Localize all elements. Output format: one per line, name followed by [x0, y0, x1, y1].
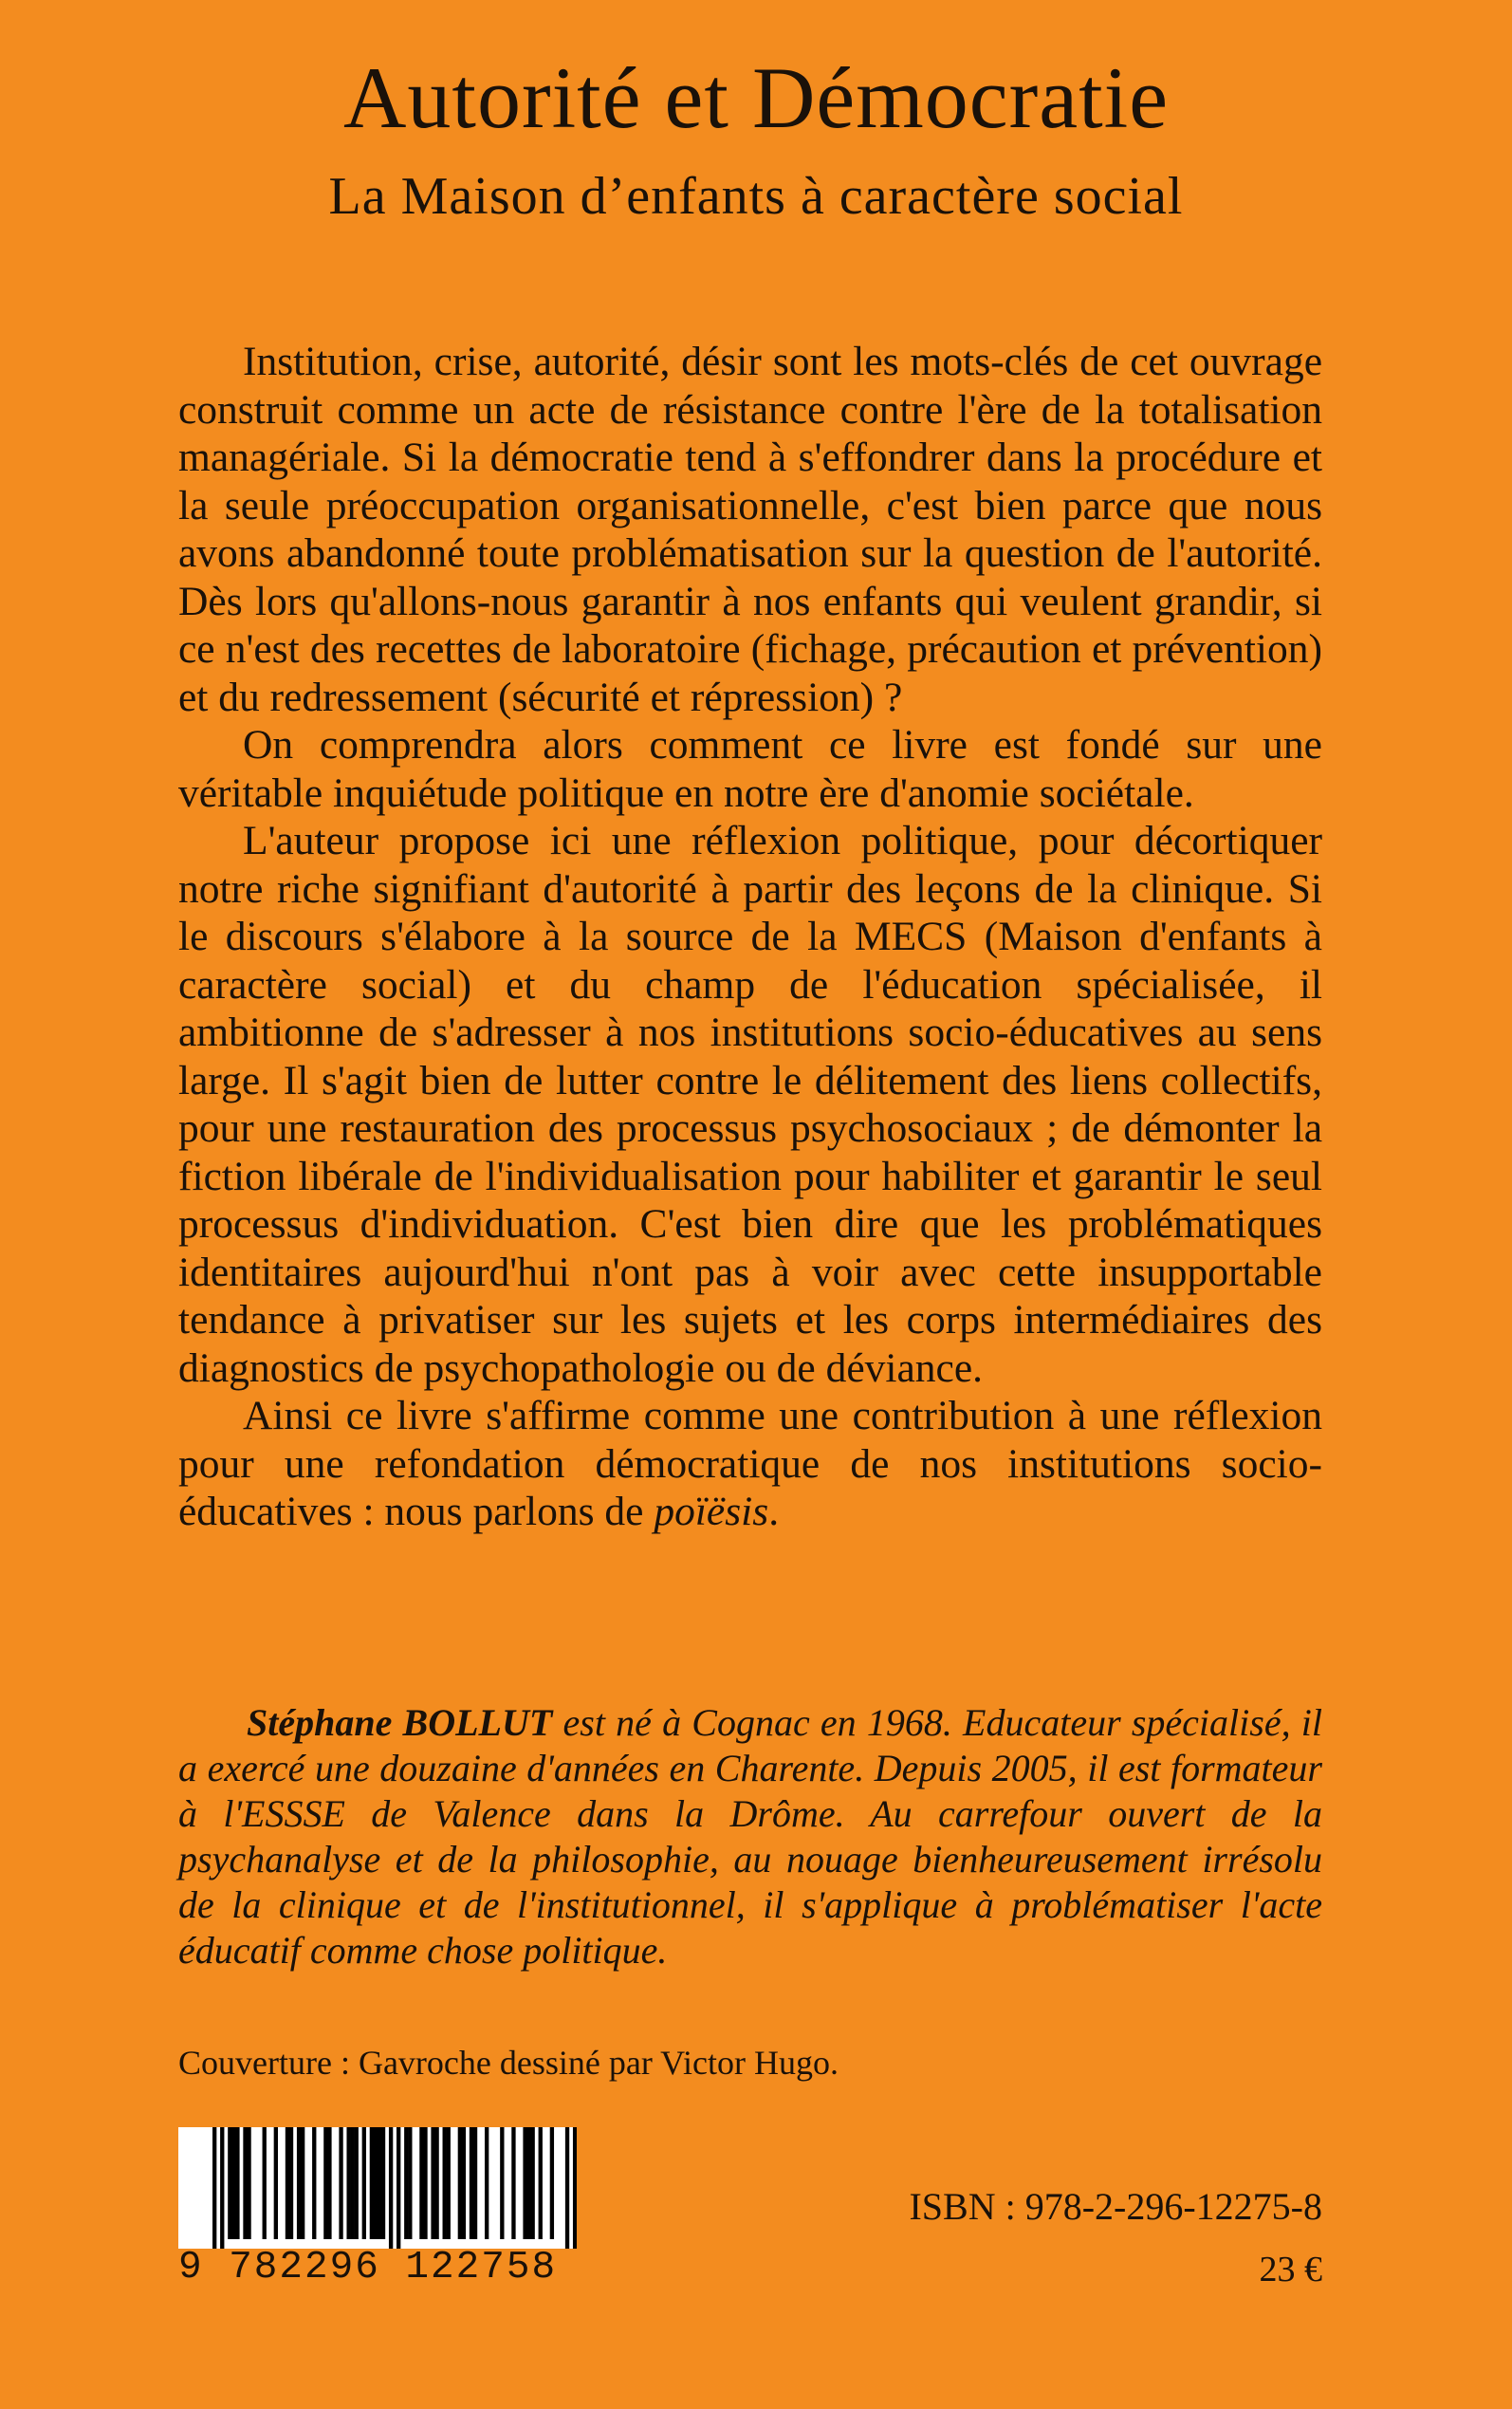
blurb-last-tail: . [768, 1489, 780, 1534]
barcode-bar [389, 2127, 393, 2249]
blurb-paragraph [178, 1392, 1322, 1536]
barcode-bar [374, 2127, 378, 2239]
isbn: ISBN : 978-2-296-12275-8 [909, 2185, 1322, 2228]
barcode-bars [178, 2127, 577, 2249]
barcode-bar [462, 2127, 466, 2239]
barcode-bar [404, 2127, 408, 2239]
barcode-bar [231, 2127, 235, 2239]
barcode-bar [351, 2127, 355, 2239]
barcode-bar [339, 2127, 342, 2239]
barcode-bar [228, 2127, 231, 2239]
barcode [178, 2127, 577, 2287]
barcode-bar [370, 2127, 374, 2239]
barcode-bar [523, 2127, 526, 2239]
barcode-bar [327, 2127, 331, 2239]
blurb-paragraph: Institution, crise, autorité, désir sont les mots-clés de cet ouvrage construit comme un acte de résistance contre l'ère de la totalisation managériale. Si la démocratie tend à s'effondrer dans la procédure et la seule préoccupation organisationnelle, c'est bien parce que nous avons abandonné toute problématisation sur la question de l'autorité. Dès lors qu'allons-nous garantir à nos enfants qui veulent grandir, si ce n'est des recettes de laboratoire (fichage, précaution et prévention) et du redressement (sécurité et répression) ? [178, 339, 1322, 720]
barcode-bar [530, 2127, 534, 2239]
blurb [178, 338, 1322, 1536]
cover-credit: Couverture : Gavroche dessiné par Victor Hugo. [178, 2044, 839, 2082]
blurb-last-italic: poïësis [654, 1489, 769, 1534]
barcode-bar [274, 2127, 278, 2239]
barcode-bar [220, 2127, 224, 2249]
barcode-bar [263, 2127, 267, 2239]
barcode-bar [355, 2127, 359, 2239]
barcode-bar [565, 2127, 569, 2249]
barcode-bar [323, 2127, 327, 2239]
barcode-bar [286, 2127, 289, 2239]
barcode-bar [550, 2127, 554, 2239]
author-name: Stéphane BOLLUT [247, 1701, 553, 1744]
barcode-bar [573, 2127, 577, 2249]
barcode-bar [243, 2127, 247, 2239]
barcode-bar [526, 2127, 530, 2239]
barcode-bar [297, 2127, 301, 2239]
book-title: Autorité et Démocratie [342, 49, 1170, 146]
blurb-last-lead: Ainsi ce livre s'affirme comme une contribution à une réflexion pour une refondation démocratique de nos institutions socio-éducatives : nous parlons de [178, 1393, 1322, 1534]
book-subtitle: La Maison d’enfants à caractère social [328, 167, 1184, 226]
barcode-digits: 9 782296 122758 [178, 2246, 558, 2289]
barcode-bar [443, 2127, 447, 2239]
barcode-bar [301, 2127, 304, 2239]
barcode-bar [431, 2127, 434, 2239]
barcode-bar [312, 2127, 316, 2239]
barcode-bar [396, 2127, 400, 2249]
author-bio [178, 1700, 1322, 1974]
price: 23 € [1259, 2250, 1322, 2289]
barcode-bar [408, 2127, 412, 2239]
barcode-bar [470, 2127, 473, 2239]
barcode-bar [434, 2127, 438, 2239]
barcode-bar [539, 2127, 543, 2239]
author-bio-text: est né à Cognac en 1968. Educateur spécialisé, il a exercé une douzaine d'années en Charente. Depuis 2005, il est formateur à l'ESSSE de Valence dans la Drôme. Au carrefour ouvert de la psychanalyse et de la philosophie, au nouage bienheureusement irrésolu de la clinique et de l'institutionnel, il s'applique à problématiser l'acte éducatif comme chose politique. [178, 1701, 1322, 1972]
barcode-bar [511, 2127, 515, 2239]
barcode-bar [346, 2127, 350, 2239]
barcode-bar [235, 2127, 239, 2239]
barcode-bar [485, 2127, 489, 2239]
barcode-bar [362, 2127, 366, 2239]
barcode-bar [212, 2127, 216, 2249]
barcode-bar [473, 2127, 477, 2239]
barcode-bar [381, 2127, 385, 2239]
barcode-bar [419, 2127, 423, 2239]
blurb-paragraph: L'auteur propose ici une réflexion politique, pour décortiquer notre riche signifiant d'autorité à partir des leçons de la clinique. Si le discours s'élabore à la source de la MECS (Maison d'enfants à caractère social) et du champ de l'éducation spécialisée, il ambitionne de s'adresser à nos institutions socio-éducatives au sens large. Il s'agit bien de lutter contre le délitement des liens collectifs, pour une restauration des processus psychosociaux ; de démonter la fiction libérale de l'individualisation pour habiliter et garantir le seul processus d'individuation. C'est bien dire que les problématiques identitaires aujourd'hui n'ont pas à voir avec cette insupportable tendance à privatiser sur les sujets et les corps intermédiaires des diagnostics de psychopathologie ou de déviance. [178, 818, 1322, 1391]
barcode-bar [378, 2127, 381, 2239]
barcode-bar [458, 2127, 462, 2239]
barcode-bar [247, 2127, 250, 2239]
barcode-bar [500, 2127, 504, 2239]
barcode-bar [447, 2127, 451, 2239]
barcode-bar [289, 2127, 293, 2239]
barcode-bar [423, 2127, 427, 2239]
blurb-paragraph: On comprendra alors comment ce livre est fondé sur une véritable inquiétude politique en notre ère d'anomie sociétale. [178, 722, 1322, 816]
